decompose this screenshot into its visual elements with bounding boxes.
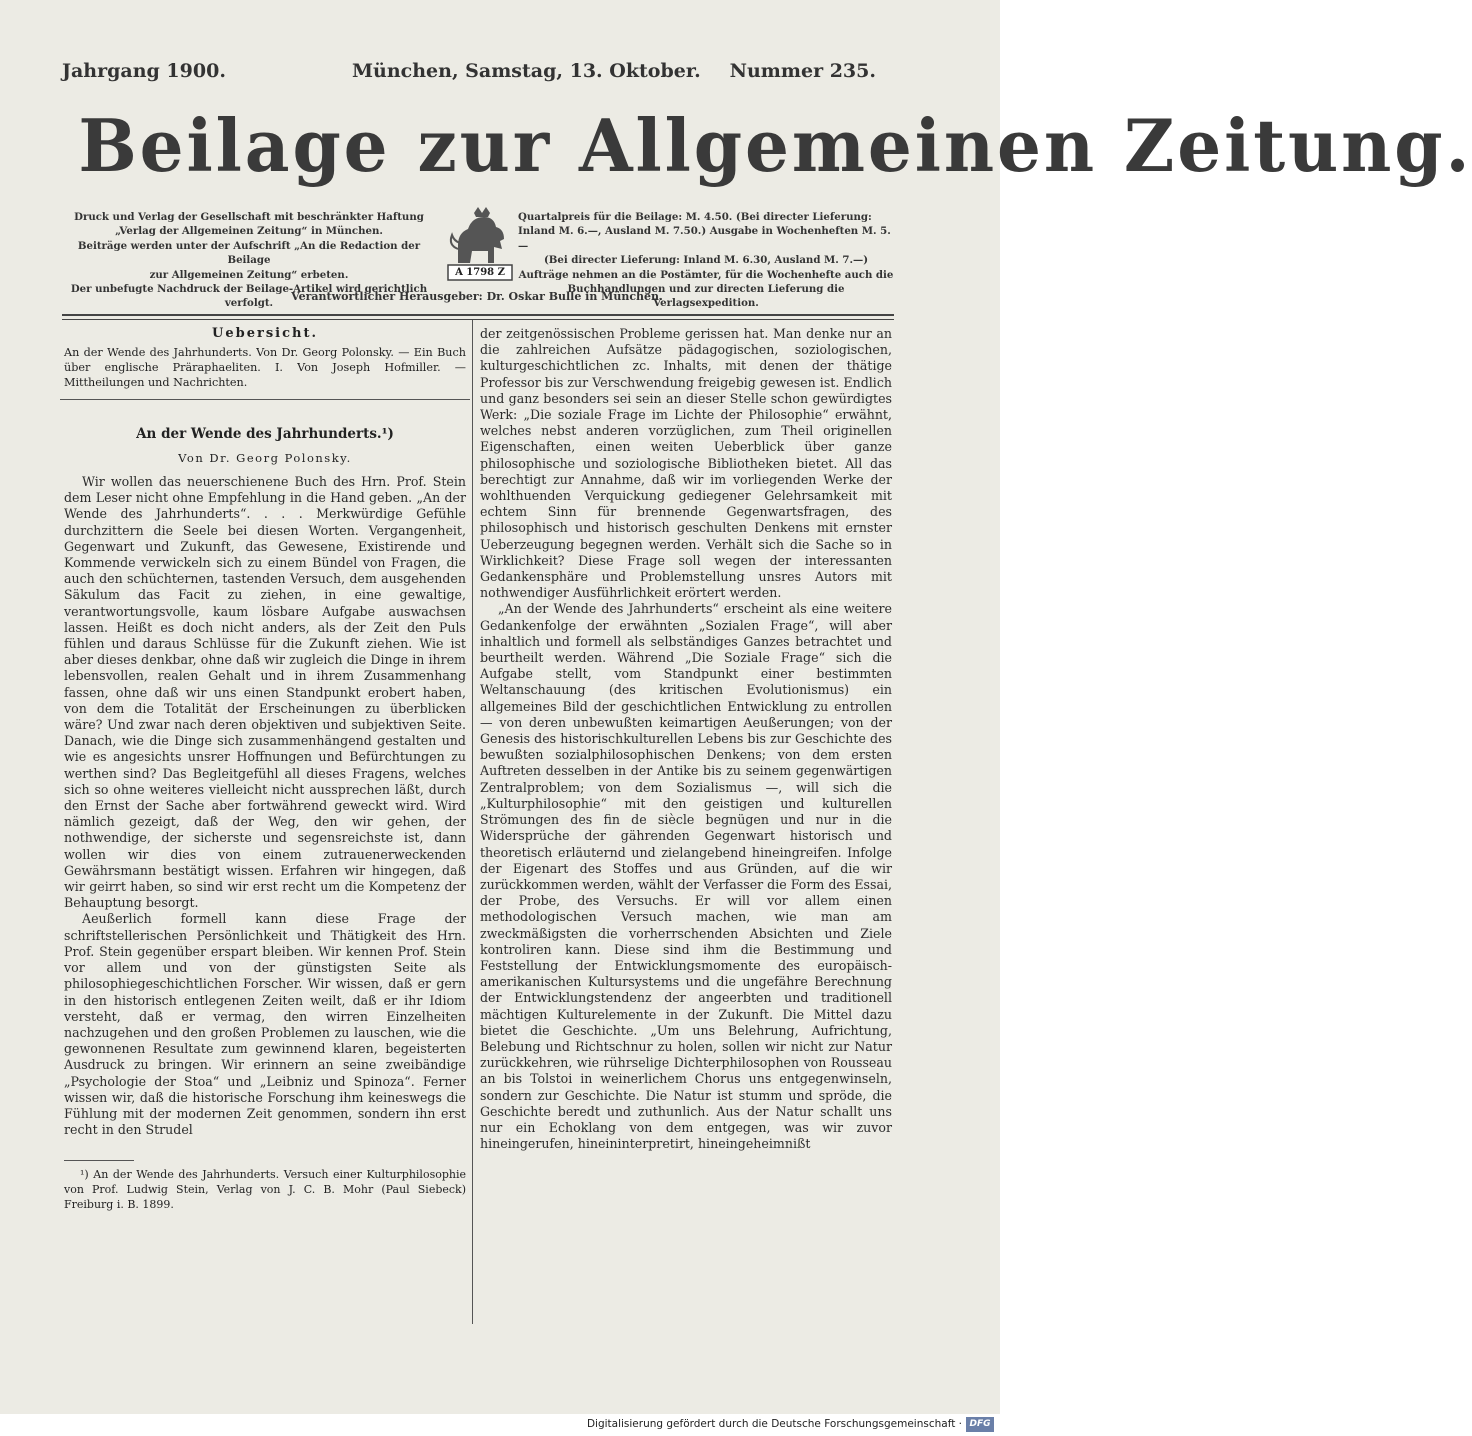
header-rule [62, 314, 894, 320]
article-title: An der Wende des Jahrhunderts.¹) [136, 426, 394, 442]
price-line: Quartalpreis für die Beilage: M. 4.50. (Bei directer Lieferung: [518, 211, 872, 223]
place-date: München, Samstag, 13. Oktober. [352, 60, 701, 82]
toc-title: Uebersicht. [212, 326, 318, 341]
price-line: Buchhandlungen und zur directen Lieferung die Verlagsexpedition. [567, 283, 845, 310]
footnote-rule [64, 1160, 134, 1161]
column-rule [472, 320, 473, 1324]
article-author: Von Dr. Georg Polonsky. [178, 451, 352, 465]
header-line [62, 60, 876, 86]
publisher-line: Druck und Verlag der Gesellschaft mit beschränkter Haftung [74, 211, 424, 223]
article-paragraph: der zeitgenössischen Probleme gerissen hat. Man denke nur an die zahlreichen Aufsätze pädagogischen, soziologischen, kulturgeschichtlichen zc. Inhalts, mit denen der thätige Professor bis zur Verschwendung freigebig gewesen ist. Endlich und ganz besonders sei sein an dieser Stelle schon gewürdigtes Werk: „Die soziale Frage im Lichte der Philosophie“ erwähnt, welches nebst anderen vorzüglichen, zum Theil originellen Eigenschaften, einen weiten Ueberblick über ganze philosophische und soziologische Bibliotheken bietet. All das berechtigt zur Annahme, daß wir im vorliegenden Werke der wohlthuenden Verquickung gediegener Gelehrsamkeit mit echtem Sinn für brennende Gegenwartsfragen, des philosophisch und historisch geschulten Denkens mit ernster Ueberzeugung begegnen werden. Verhält sich die Sache so in Wirklichkeit? Diese Frage soll wegen der interessanten Gedankensphäre und Problemstellung unsres Autors mit nothwendiger Ausführlichkeit erörtert werden. [480, 326, 892, 601]
price-line: Aufträge nehmen an die Postämter, für die Wochenhefte auch die [518, 268, 894, 281]
left-column [64, 326, 466, 1212]
publisher-line: „Verlag der Allgemeinen Zeitung“ in München. [115, 225, 383, 238]
price-line: Inland M. 6.—, Ausland M. 7.50.) Ausgabe in Wochenheften M. 5.— [518, 225, 891, 252]
publisher-line: Der unbefugte Nachdruck der Beilage-Artikel wird gerichtlich verfolgt. [70, 283, 428, 310]
article-paragraph: Wir wollen das neuerschienene Buch des Hrn. Prof. Stein dem Leser nicht ohne Empfehlung in die Hand geben. „An der Wende des Jahrhunderts“. . . . Merkwürdige Gefühle durchzittern die Seele bei diesen Worten. Vergangenheit, Gegenwart und Zukunft, das Gewesene, Existirende und Kommende verwickeln sich zu einem Bündel von Fragen, die auch den schüchternen, tastenden Versuch, dem ausgehenden Säkulum das Facit zu ziehen, in eine gewaltige, verantwortungsvolle, kaum lösbare Aufgabe auswachsen lassen. Heißt es doch nicht anders, als der Zeit den Puls fühlen und daraus Schlüsse für die Zukunft ziehen. Wie ist aber dieses denkbar, ohne daß wir zugleich die Dinge in ihrem lebensvollen, realen Gehalt und in ihrem Zusammenhang fassen, ohne daß wir uns einen Standpunkt erobert haben, von dem die Totalität der Erscheinungen zu überblicken wäre? Und zwar nach deren objektiven und subjektiven Seite. Danach, wie die Dinge sich zusammenhängend gestalten und wie es angesichts unsrer Hoffnungen und Befürchtungen zu werthen sind? Das Begleitgefühl all dieses Fragens, welches sich so ohne weiteres vielleicht nicht aussprechen läßt, durch den Ernst der Sache aber fortwährend geweckt wird. Wird nämlich gezeigt, daß der Weg, den wir gehen, der nothwendige, der sicherste und segensreichste ist, dann wollen wir dies von einem zutrauenerweckenden Gewährsmann bestätigt wissen. Erfahren wir hingegen, daß wir geirrt haben, so sind wir erst recht um die Kompetenz der Behauptung besorgt. [64, 474, 466, 911]
toc-text: An der Wende des Jahrhunderts. Von Dr. Georg Polonsky. — Ein Buch über englische Präraphaeliten. I. Von Joseph Hofmiller. — Mittheilungen und Nachrichten. [64, 346, 466, 389]
dfg-logo: DFG [966, 1417, 994, 1432]
price-line: (Bei directer Lieferung: Inland M. 6.30, Ausland M. 7.—) [543, 254, 869, 267]
emblem-year-label: A 1798 Z [455, 267, 505, 278]
issue-number: Nummer 235. [729, 60, 876, 82]
digitization-credit: Digitalisierung gefördert durch die Deutsche Forschungsgemeinschaft · [586, 1418, 962, 1430]
article-paragraph: Aeußerlich formell kann diese Frage der schriftstellerischen Persönlichkeit und Thätigkeit des Hrn. Prof. Stein gegenüber erspart bleiben. Wir kennen Prof. Stein vor allem und von der günstigsten Seite als philosophiegeschichtlichen Forscher. Wir wissen, daß er gern in den historisch entlegenen Zeiten weilt, daß er ihr Idiom versteht, daß er vermag, den wirren Einzelheiten nachzugehen und den großen Problemen zu lauschen, wie die gewonnenen Resultate zum gewinnend klaren, begeisterten Ausdruck zu bringen. Wir erinnern an seine zweibändige „Psychologie der Stoa“ und „Leibniz und Spinoza“. Ferner wissen wir, daß die historische Forschung ihm keineswegs die Fühlung mit der modernen Zeit genommen, sondern ihn erst recht in den Strudel [64, 911, 466, 1138]
volume-year: Jahrgang 1900. [62, 60, 226, 82]
publisher-line: Beiträge werden unter der Aufschrift „An die Redaction der Beilage [77, 239, 421, 267]
masthead-title: Beilage zur Allgemeinen Zeitung. [78, 103, 1472, 188]
digitization-footer [0, 1414, 1000, 1436]
toc-rule [60, 399, 470, 400]
right-column [480, 326, 892, 1152]
article-paragraph: „An der Wende des Jahrhunderts“ erscheint als eine weitere Gedankenfolge der erwähnten „Sozialen Frage“, will aber inhaltlich und formell als selbständiges Ganzes betrachtet und beurtheilt werden. Während „Die Soziale Frage“ sich die Aufgabe stellt, vom Standpunkt einer bestimmten Weltanschauung (des kritischen Evolutionismus) ein allgemeines Bild der geschichtlichen Entwicklung zu entrollen — von deren unbewußten keimartigen Aeußerungen; von der Genesis des historischkulturellen Lebens bis zur Geschichte des bewußten sozialphilosophischen Denkens; von dem ersten Auftreten desselben in der Antike bis zu seinem gegenwärtigen Zentralproblem; von dem Sozialismus —, will sich die „Kulturphilosophie“ mit den geistigen und kulturellen Strömungen des fin de siècle begnügen und nur in die Widersprüche der gährenden Gegenwart historisch und theoretisch erläuternd und zielangebend hineingreifen. Infolge der Eigenart des Stoffes und aus Gründen, auf die wir zurückkommen werden, wählt der Verfasser die Form des Essai, der Probe, des Versuchs. Er will vor allem einen methodologischen Versuch machen, wie man am zweckmäßigsten die vorherrschenden Absichten und Ziele kontroliren kann. Diese sind ihm die Bestimmung und Feststellung der Entwicklungsmomente des europäisch-amerikanischen Kultursystems und die ungefähre Berechnung der Entwicklungstendenz der angeerbten und traditionell mächtigen Kulturelemente in der Zukunft. Die Mittel dazu bietet die Geschichte. „Um uns Belehrung, Aufrichtung, Belebung und Richtschnur zu holen, sollen wir nicht zur Natur zurückkehren, wie rührselige Dichterphilosophen von Rousseau an bis Tolstoi in weinerlichem Chorus uns entgegenwinseln, sondern zur Geschichte. Die Natur ist stumm und spröde, die Geschichte beredt und zuthunlich. Aus der Natur schallt uns nur ein Echoklang von dem entgegen, was wir zuvor hineingerufen, hineininterpretirt, hineingeheimnißt [480, 601, 892, 1152]
lion-emblem [444, 205, 516, 285]
publisher-line: zur Allgemeinen Zeitung“ erbeten. [149, 268, 349, 281]
editor-line: Verantwortlicher Herausgeber: Dr. Oskar Bulle in München. [291, 290, 663, 303]
footnote: ¹) An der Wende des Jahrhunderts. Versuch einer Kulturphilosophie von Prof. Ludwig Stein, Verlag von J. C. B. Mohr (Paul Siebeck) Freiburg i. B. 1899. [64, 1168, 466, 1212]
